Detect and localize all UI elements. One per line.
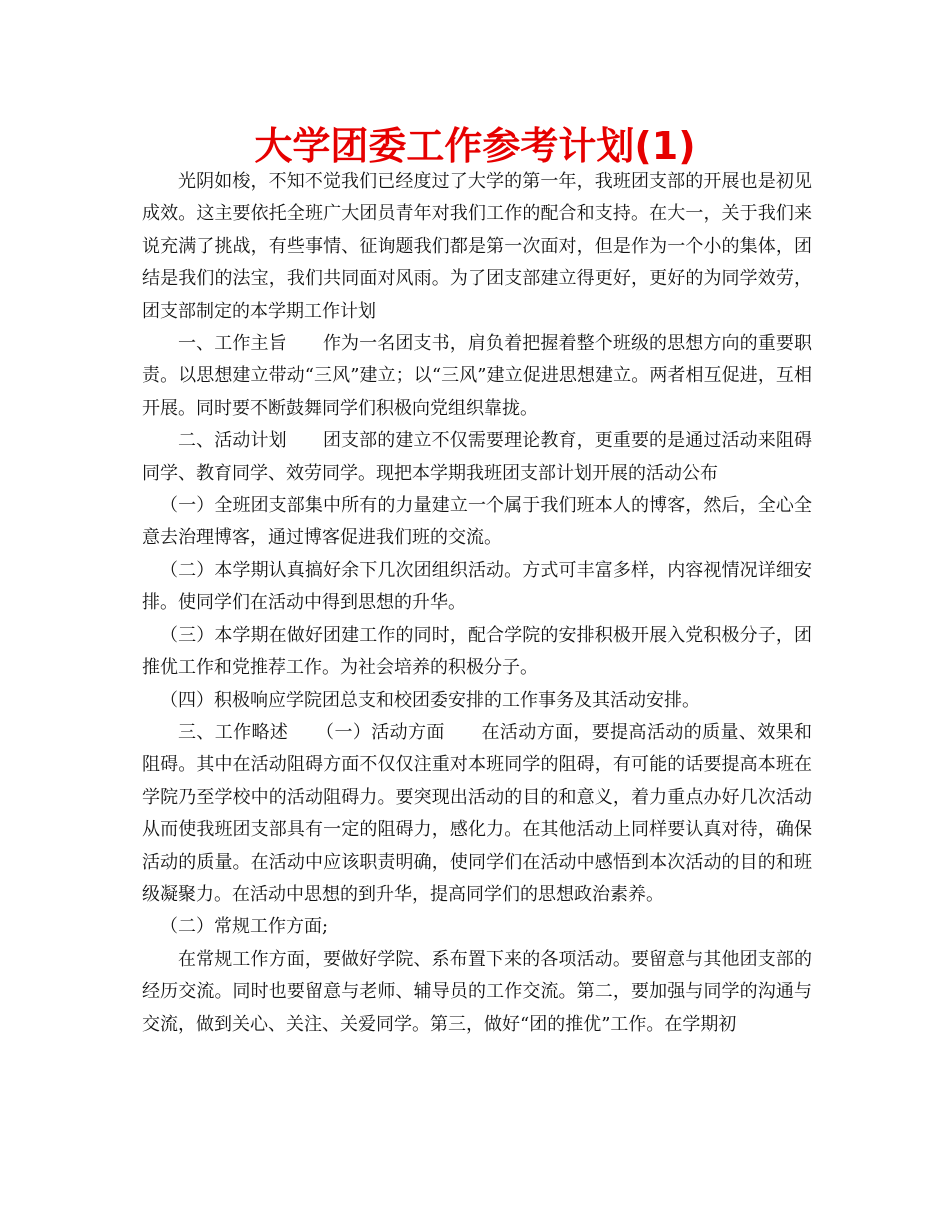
paragraph-plan-item-3: （三）本学期在做好团建工作的同时，配合学院的安排积极开展入党积极分子，团推优工作和党推荐工作。为社会培养的积极分子。 <box>142 624 812 679</box>
paragraph-plan-item-4: （四）积极响应学院团总支和校团委安排的工作事务及其活动安排。 <box>160 689 700 711</box>
paragraph-plan-item-1: （一）全班团支部集中所有的力量建立一个属于我们班本人的博客，然后，全心全意去治理博客，通过博客促进我们班的交流。 <box>142 495 812 549</box>
paragraph-intro: 光阴如梭，不知不觉我们已经度过了大学的第一年，我班团支部的开展也是初见成效。这主要依托全班广大团员青年对我们工作的配合和支持。在大一，关于我们来说充满了挑战，有些事情、征询题我们都是第一次面对，但是作为一个小的集体，团结是我们的法宝，我们共同面对风雨。为了团支部建立得更好，更好的为同学效劳，团支部制定的本学期工作计划 <box>142 171 812 322</box>
paragraph-routine-work: 在常规工作方面，要做好学院、系布置下来的各项活动。要留意与其他团支部的经历交流。同时也要留意与老师、辅导员的工作交流。第二，要加强与同学的沟通与交流，做到关心、关注、关爱同学。第三，做好“团的推优”工作。在学期初 <box>142 948 812 1035</box>
paragraph-work-purpose: 一、工作主旨 作为一名团支书，肩负着把握着整个班级的思想方向的重要职责。以思想建立带动“三风”建立；以“三风”建立促进思想建立。两者相互促进，互相开展。同时要不断鼓舞同学们积极向党组织靠拢。 <box>142 333 812 419</box>
document-title: 大学团委工作参考计划(1) <box>254 124 696 168</box>
paragraph-routine-heading: （二）常规工作方面; <box>160 916 329 938</box>
paragraph-work-summary: 三、工作略述 （一）活动方面 在活动方面，要提高活动的质量、效果和阻碍。其中在活动阻碍方面不仅仅注重对本班同学的阻碍，有可能的话要提高本班在学院乃至学校中的活动阻碍力。要突现出活动的目的和意义，着力重点办好几次活动从而使我班团支部具有一定的阻碍力，感化力。在其他活动上同样要认真对待，确保活动的质量。在活动中应该职责明确，使同学们在活动中感悟到本次活动的目的和班级凝聚力。在活动中思想的到升华，提高同学们的思想政治素养。 <box>142 721 812 905</box>
paragraph-plan-item-2: （二）本学期认真搞好余下几次团组织活动。方式可丰富多样，内容视情况详细安排。使同学们在活动中得到思想的升华。 <box>142 559 812 614</box>
paragraph-activity-plan: 二、活动计划 团支部的建立不仅需要理论教育，更重要的是通过活动来阻碍同学、教育同学、效劳同学。现把本学期我班团支部计划开展的活动公布 <box>142 430 812 484</box>
document-body <box>142 166 812 1041</box>
